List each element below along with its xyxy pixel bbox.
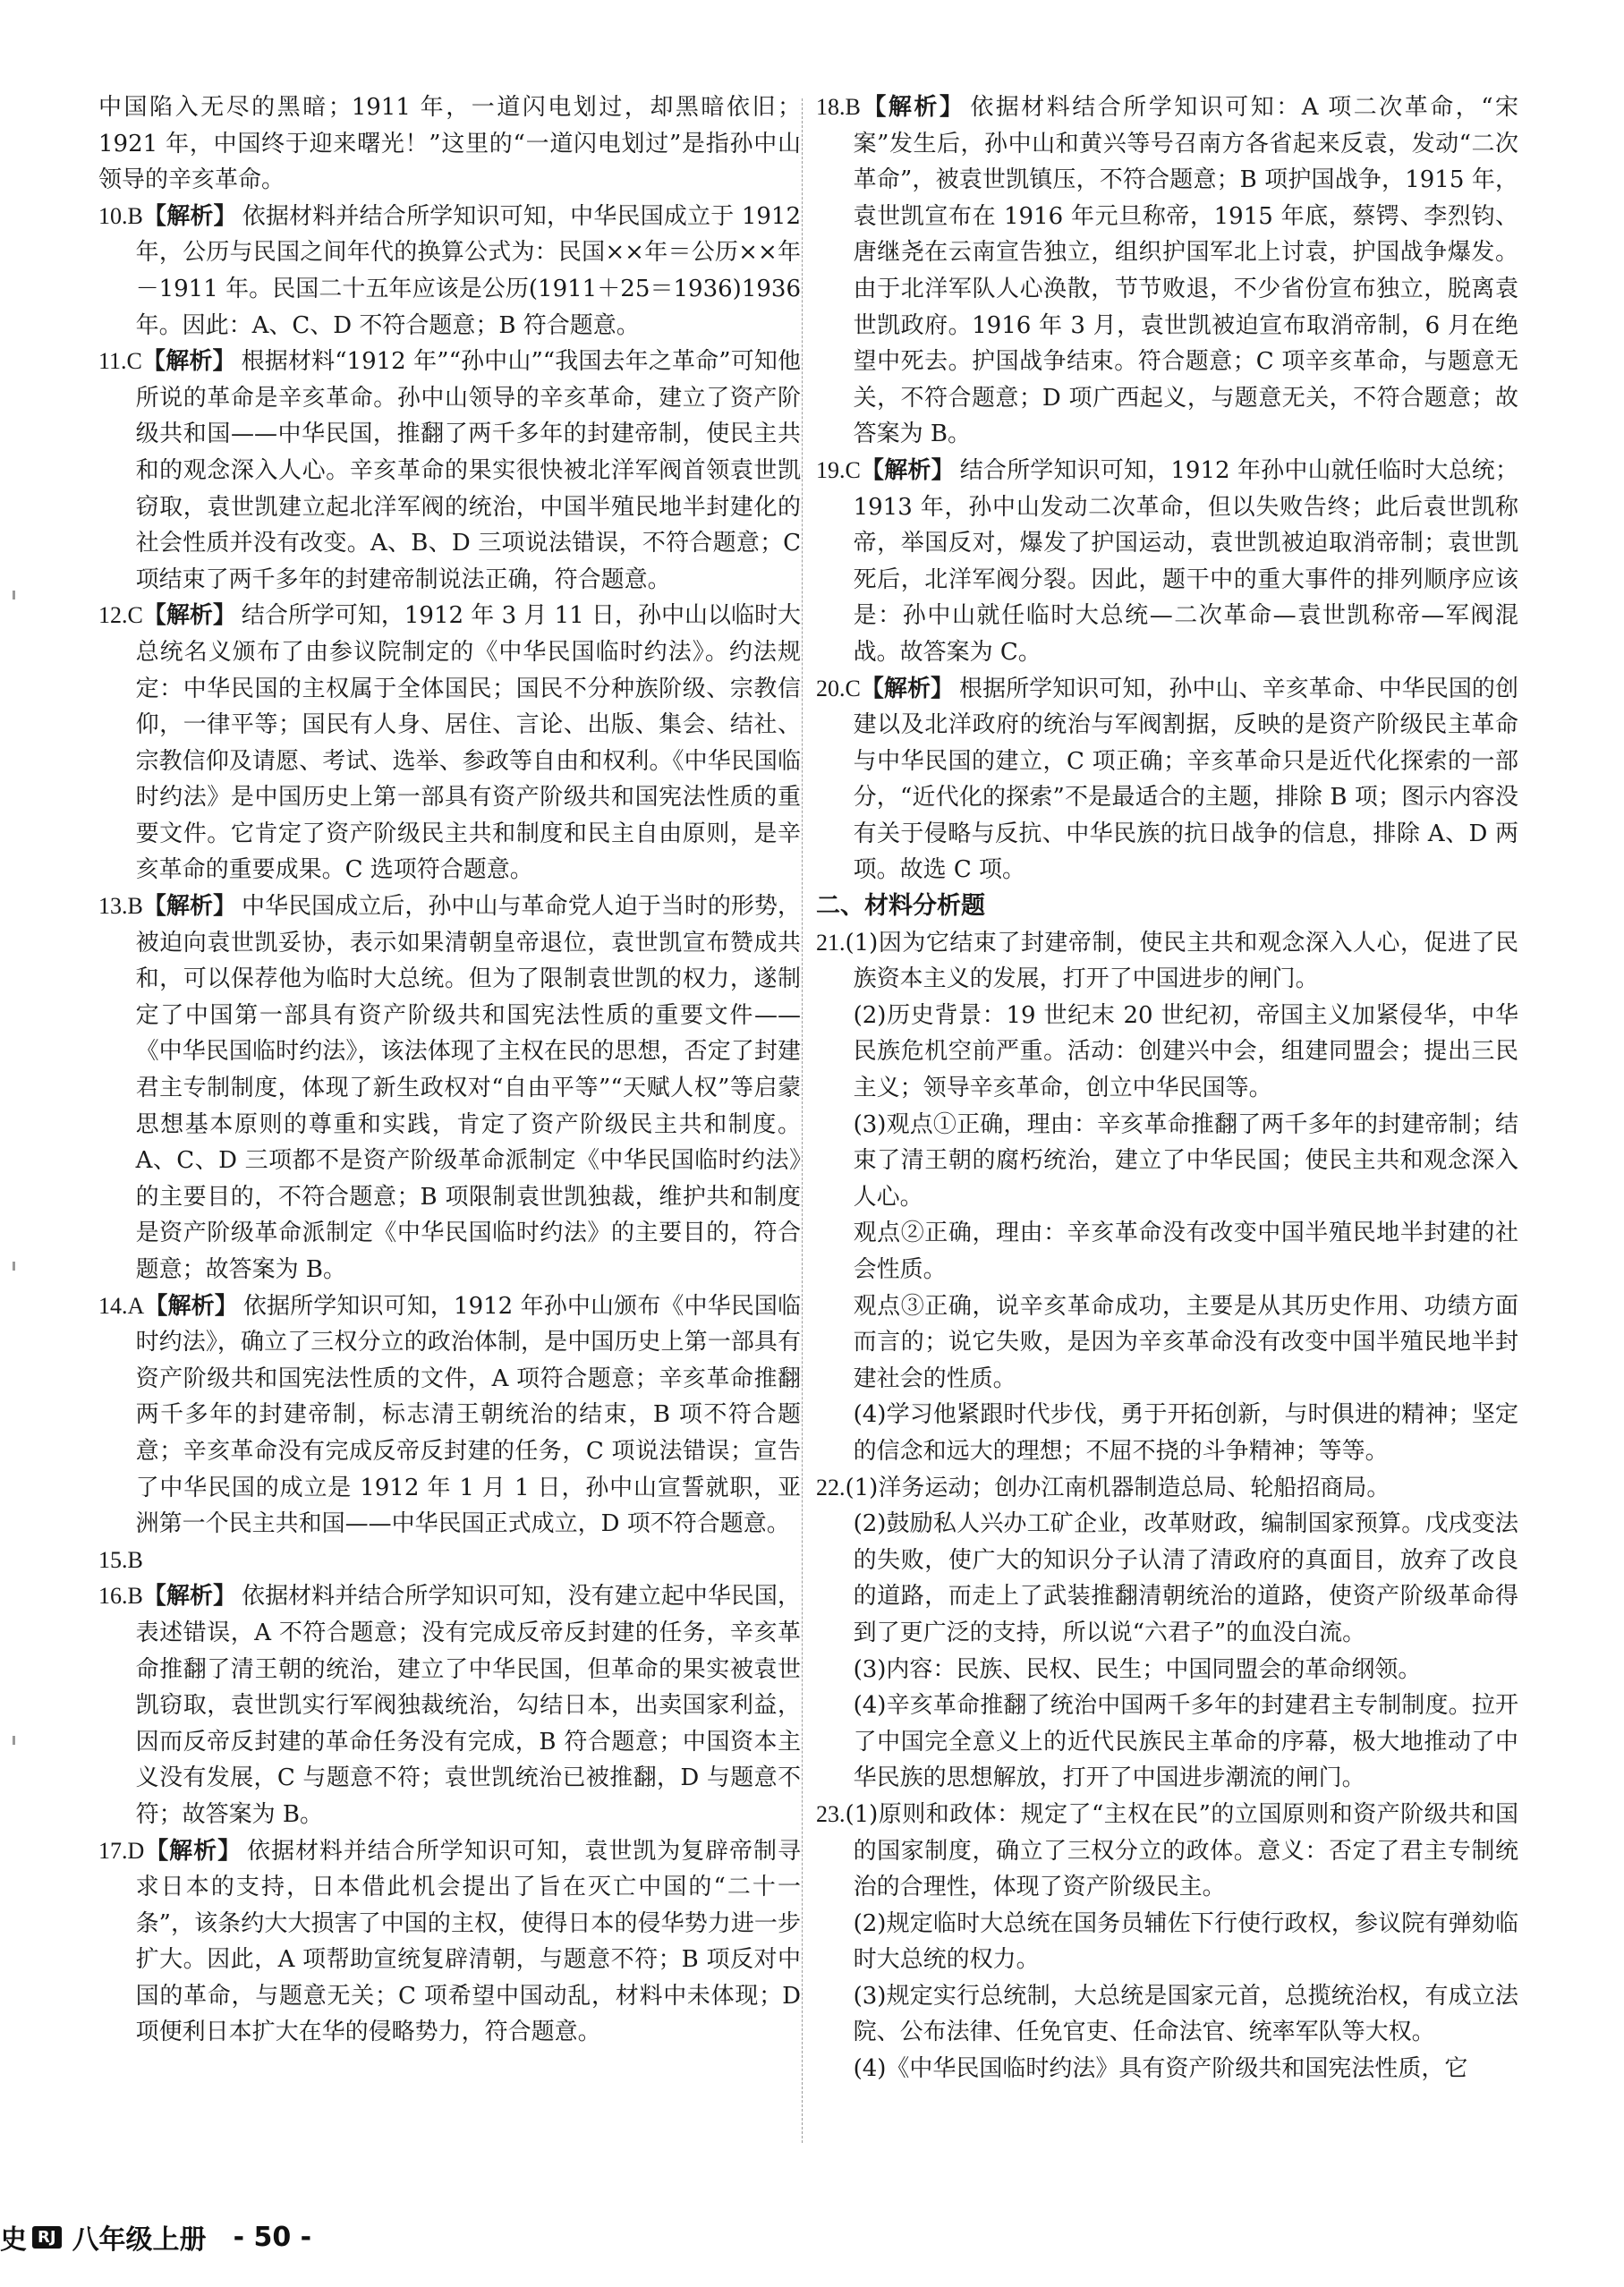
answer-text: 根据材料“1912 年”“孙中山”“我国去年之革命”可知他所说的革命是辛亥革命。孙中山领导的辛亥革命，建立了资产阶级共和国——中华民国，推翻了两千多年的封建帝制，使民主共和的观念深入人心。辛亥革命的果实很快被北洋军阀首领袁世凯窃取，袁世凯建立起北洋军阀的统治，中国半殖民地半封建化的社会性质并没有改变。A、B、D 三项说法错误，不符合题意；C 项结束了两千多年的封建帝制说法正确，符合题意。 — [135, 348, 801, 593]
answer-item — [98, 598, 801, 888]
answer-text: (1)原则和政体：规定了“主权在民”的立国原则和资产阶级共和国的国家制度，确立了三权分立的政体。意义：否定了君主专制统治的合理性，体现了资产阶级民主。 — [845, 1800, 1518, 1901]
answer-sub-paragraph: (2)规定临时大总统在国务员辅佐下行使行政权，参议院有弹劾临时大总统的权力。 — [853, 1909, 1518, 1974]
analysis-tag: 【解析】 — [144, 1837, 242, 1865]
answer-number: 14.A — [98, 1292, 145, 1319]
analysis-tag: 【解析】 — [144, 1292, 238, 1320]
answer-sub-paragraph: (3)内容：民族、民权、民生；中国同盟会的革命纲领。 — [853, 1655, 1422, 1683]
answer-item — [98, 344, 801, 598]
analysis-tag: 【解析】 — [142, 893, 237, 921]
answer-number: 21. — [816, 929, 846, 956]
analysis-tag: 【解析】 — [141, 348, 236, 376]
answer-text: 结合所学知识可知，1912 年孙中山就任临时大总统；1913 年，孙中山发动二次革命，但以失败告终；此后袁世凯称帝，举国反对，爆发了护国运动，袁世凯被迫取消帝制；袁世凯死后，北洋军阀分裂。因此，题干中的重大事件的排列顺序应该是：孙中山就任临时大总统—二次革命—袁世凯称帝—军阀混战。故答案为 C。 — [853, 456, 1518, 666]
footer-grade: 八年级上册 — [72, 2224, 207, 2256]
answer-sub-paragraph: (3)观点①正确，理由：辛亥革命推翻了两千多年的封建帝制；结束了清王朝的腐朽统治，建立了中华民国；使民主共和观念深入人心。 — [853, 1110, 1518, 1211]
margin-mark — [13, 1262, 15, 1271]
analysis-tag: 【解析】 — [860, 456, 955, 484]
answer-text: 依据材料结合所学知识可知：A 项二次革命，“宋案”发生后，孙中山和黄兴等号召南方各省起来反袁，发动“二次革命”，被袁世凯镇压，不符合题意；B 项护国战争，1915 年，袁世凯宣布在 1916 年元旦称帝，1915 年底，蔡锷、李烈钧、唐继尧在云南宣告独立，组织护国军北上讨袁，护国战争爆发。由于北洋军队人心涣散，节节败退，不少省份宣布独立，脱离袁世凯政府。1916 年 3 月，袁世凯被迫宣布取消帝制，6 月在绝望中死去。护国战争结束。符合题意；C 项辛亥革命，与题意无关，不符合题意；D 项广西起义，与题意无关，不符合题意；故答案为 B。 — [853, 94, 1518, 448]
answer-sub-paragraph: 观点②正确，理由：辛亥革命没有改变中国半殖民地半封建的社会性质。 — [853, 1220, 1518, 1283]
analysis-tag: 【解析】 — [860, 675, 955, 702]
answer-text: 依据材料并结合所学知识可知，中华民国成立于 1912 年，公历与民国之间年代的换算公式为：民国××年＝公历××年－1911 年。民国二十五年应该是公历(1911＋25＝1936)1936 年。因此：A、C、D 不符合题意；B 符合题意。 — [135, 202, 801, 339]
answer-item — [98, 1833, 801, 2052]
margin-mark — [13, 591, 15, 599]
answer-number: 15.B — [98, 1546, 143, 1573]
answer-item — [98, 888, 801, 1288]
answer-text: 依据材料并结合所学知识可知，没有建立起中华民国，表述错误，A 不符合题意；没有完成反帝反封建的任务，辛亥革命推翻了清王朝的统治，建立了中华民国，但革命的果实被袁世凯窃取，袁世凯实行军阀独裁统治，勾结日本，出卖国家利益，因而反帝反封建的革命任务没有完成，B 符合题意；中国资本主义没有发展，C 与题意不符；袁世凯统治已被推翻，D 与题意不符；故答案为 B。 — [135, 1583, 801, 1828]
left-column — [98, 89, 801, 2051]
section-heading: 二、材料分析题 — [816, 892, 985, 921]
answer-sub-paragraph: (2)鼓励私人兴办工矿企业，改革财政，编制国家预算。戊戌变法的失败，使广大的知识分子认清了清政府的真面目，放弃了改良的道路，而走上了武装推翻清朝统治的道路，使资产阶级革命得到了更广泛的支持，所以说“六君子”的血没白流。 — [853, 1510, 1518, 1646]
answer-number: 20.C — [816, 675, 861, 701]
answer-item — [816, 1797, 1518, 1906]
answer-number: 10.B — [98, 202, 143, 229]
answer-number: 13.B — [98, 893, 143, 920]
answer-text: 中华民国成立后，孙中山与革命党人迫于当时的形势，被迫向袁世凯妥协，表示如果清朝皇帝退位，袁世凯宣布赞成共和，可以保荐他为临时大总统。但为了限制袁世凯的权力，遂制定了中国第一部具有资产阶级共和国宪法性质的重要文件——《中华民国临时约法》，该法体现了主权在民的思想，否定了封建君主专制制度，体现了新生政权对“自由平等”“天赋人权”等启蒙思想基本原则的尊重和实践，肯定了资产阶级民主共和制度。A、C、D 三项都不是资产阶级革命派制定《中华民国临时约法》的主要目的，不符合题意；B 项限制袁世凯独裁，维护共和制度是资产阶级革命派制定《中华民国临时约法》的主要目的，符合题意；故答案为 B。 — [135, 893, 801, 1283]
answer-item — [816, 453, 1518, 671]
answer-number: 11.C — [98, 348, 142, 375]
paragraph-continuation — [98, 89, 801, 199]
analysis-tag: 【解析】 — [142, 1583, 237, 1611]
analysis-tag: 【解析】 — [142, 202, 237, 230]
answer-item — [816, 1470, 1518, 1507]
margin-mark — [13, 1736, 15, 1745]
answer-item — [98, 199, 801, 344]
answer-number: 12.C — [98, 602, 143, 629]
answer-item — [816, 925, 1518, 998]
answer-text: 根据所学知识可知，孙中山、辛亥革命、中华民国的创建以及北洋政府的统治与军阀割据，反映的是资产阶级民主革命与中华民国的建立，C 项正确；辛亥革命只是近代化探索的一部分，“近代化的探索”不是最适合的主题，排除 B 项；图示内容没有关于侵略与反抗、中华民族的抗日战争的信息，排除 A、D 两项。故选 C 项。 — [853, 675, 1518, 884]
answer-number: 19.C — [816, 456, 861, 483]
answer-text: 结合所学可知，1912 年 3 月 11 日，孙中山以临时大总统名义颁布了由参议院制定的《中华民国临时约法》。约法规定：中华民国的主权属于全体国民；国民不分种族阶级、宗教信仰，一律平等；国民有人身、居住、言论、出版、集会、结社、宗教信仰及请愿、考试、选举、参政等自由和权利。《中华民国临时约法》是中国历史上第一部具有资产阶级共和国宪法性质的重要文件。它肯定了资产阶级民主共和制度和民主自由原则，是辛亥革命的重要成果。C 选项符合题意。 — [135, 602, 801, 884]
answer-number: 16.B — [98, 1583, 143, 1610]
answer-number: 22. — [816, 1474, 846, 1501]
column-divider — [802, 98, 803, 2143]
answer-item — [816, 89, 1518, 453]
answer-item — [98, 1578, 801, 1832]
answer-sub-paragraph: (2)历史背景：19 世纪末 20 世纪初，帝国主义加紧侵华，中华民族危机空前严重。活动：创建兴中会，组建同盟会；提出三民主义；领导辛亥革命，创立中华民国等。 — [853, 1001, 1518, 1102]
answer-text: (1)洋务运动；创办江南机器制造总局、轮船招商局。 — [845, 1474, 1390, 1501]
right-column — [816, 89, 1518, 2087]
answer-item — [98, 1288, 801, 1543]
footer-edition-badge: RJ — [32, 2226, 62, 2249]
analysis-tag: 【解析】 — [142, 602, 236, 630]
answer-item — [98, 1543, 801, 1579]
footer-subject: 史 — [0, 2224, 27, 2256]
analysis-tag: 【解析】 — [860, 94, 965, 121]
answer-text: 依据材料并结合所学知识可知，袁世凯为复辟帝制寻求日本的支持，日本借此机会提出了旨在灭亡中国的“二十一条”，该条约大大损害了中国的主权，使得日本的侵华势力进一步扩大。因此，A 项帮助宣统复辟清朝，与题意不符；B 项反对中国的革命，与题意无关；C 项希望中国动乱，材料中未体现；D 项便利日本扩大在华的侵略势力，符合题意。 — [135, 1837, 801, 2046]
answer-text: (1)因为它结束了封建帝制，使民主共和观念深入人心，促进了民族资本主义的发展，打开了中国进步的闸门。 — [845, 929, 1518, 993]
footer-page-number: - 50 - — [233, 2221, 312, 2253]
paragraph-text: 中国陷入无尽的黑暗；1911 年，一道闪电划过，却黑暗依旧；1921 年，中国终于迎来曙光！”这里的“一道闪电划过”是指孙中山领导的辛亥革命。 — [98, 94, 801, 194]
answer-number: 17.D — [98, 1837, 145, 1864]
answer-sub-paragraph: 观点③正确，说辛亥革命成功，主要是从其历史作用、功绩方面而言的；说它失败，是因为辛亥革命没有改变中国半殖民地半封建社会的性质。 — [853, 1292, 1518, 1392]
answer-item — [816, 671, 1518, 889]
answer-number: 18.B — [816, 94, 861, 120]
answer-sub-paragraph: (4)辛亥革命推翻了统治中国两千多年的封建君主专制制度。拉开了中国完全意义上的近代民族民主革命的序幕，极大地推动了中华民族的思想解放，打开了中国进步潮流的闸门。 — [853, 1692, 1518, 1792]
answer-sub-paragraph: (3)规定实行总统制，大总统是国家元首，总揽统治权，有成立法院、公布法律、任免官吏、任命法官、统率军队等大权。 — [853, 1982, 1518, 2046]
answer-sub-paragraph: (4)学习他紧跟时代步伐，勇于开拓创新，与时俱进的精神；坚定的信念和远大的理想；不屈不挠的斗争精神；等等。 — [853, 1401, 1518, 1465]
answer-number: 23. — [816, 1800, 846, 1827]
page-footer — [0, 2210, 311, 2264]
answer-sub-paragraph: (4)《中华民国临时约法》具有资产阶级共和国宪法性质，它 — [853, 2055, 1468, 2083]
answer-text: 依据所学知识可知，1912 年孙中山颁布《中华民国临时约法》，确立了三权分立的政治体制，是中国历史上第一部具有资产阶级共和国宪法性质的文件，A 项符合题意；辛亥革命推翻两千多年的封建帝制，标志清王朝统治的结束，B 项不符合题意；辛亥革命没有完成反帝反封建的任务，C 项说法错误；宣告了中华民国的成立是 1912 年 1 月 1 日，孙中山宣誓就职，亚洲第一个民主共和国——中华民国正式成立，D 项不符合题意。 — [135, 1292, 801, 1538]
